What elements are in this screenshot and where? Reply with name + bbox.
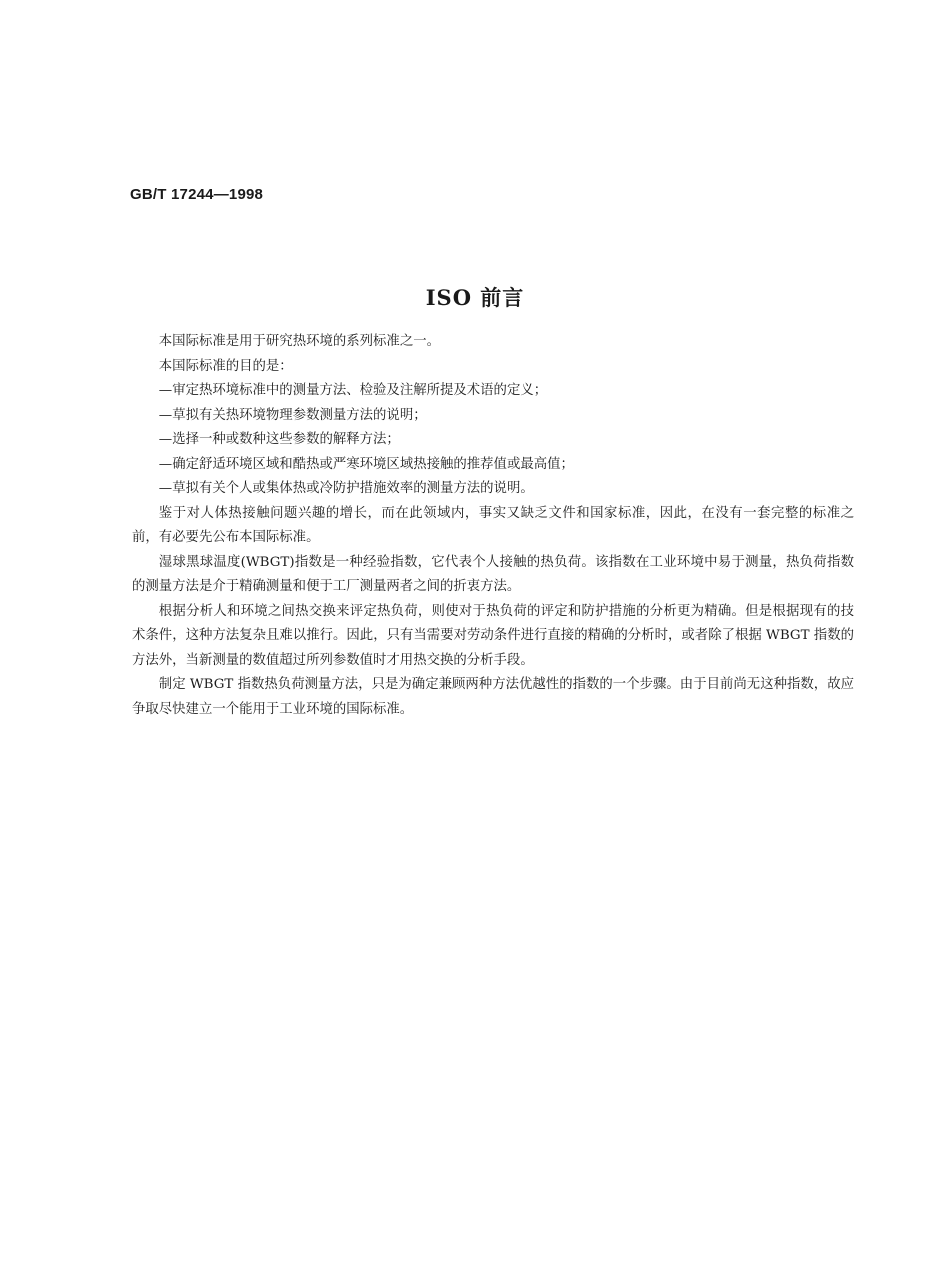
paragraph-purpose: 本国际标准的目的是： bbox=[158, 358, 293, 374]
list-item: —选择一种或数种这些参数的解释方法； bbox=[158, 432, 400, 447]
standard-code: GB/T 17244—1998 bbox=[130, 186, 264, 203]
list-item: —确定舒适环境区域和酷热或严寒环境区域热接触的推荐值或最高值； bbox=[158, 456, 574, 472]
paragraph-intro: 本国际标准是用于研究热环境的系列标准之一。 bbox=[158, 334, 440, 349]
list-item: —草拟有关个人或集体热或冷防护措施效率的测量方法的说明。 bbox=[158, 481, 534, 496]
paragraph-background: 鉴于对人体热接触问题兴趣的增长，而在此领域内，事实又缺乏文件和国家标准，因此，在没有一套完整的标准之前，有必要先公布本国际标准。 bbox=[132, 505, 854, 545]
list-item: —审定热环境标准中的测量方法、检验及注解所提及术语的定义； bbox=[158, 383, 548, 398]
foreword-body bbox=[132, 330, 854, 722]
list-item: —草拟有关热环境物理参数测量方法的说明； bbox=[158, 407, 427, 423]
paragraph-conclusion: 制定 WBGT 指数热负荷测量方法，只是为确定兼顾两种方法优越性的指数的一个步骤。由于目前尚无这种指数，故应争取尽快建立一个能用于工业环境的国际标准。 bbox=[132, 677, 854, 717]
paragraph-wbgt: 湿球黑球温度(WBGT)指数是一种经验指数，它代表个人接触的热负荷。该指数在工业环境中易于测量，热负荷指数的测量方法是介于精确测量和便于工厂测量两者之间的折衷方法。 bbox=[132, 554, 854, 594]
page-title: ISO 前言 bbox=[425, 285, 525, 310]
paragraph-heat-exchange: 根据分析人和环境之间热交换来评定热负荷，则使对于热负荷的评定和防护措施的分析更为精确。但是根据现有的技术条件，这种方法复杂且难以推行。因此，只有当需要对劳动条件进行直接的精确的分析时，或者除了根据 WBGT 指数的方法外，当新测量的数值超过所列参数值时才用热交换的分析手段。 bbox=[132, 603, 854, 668]
